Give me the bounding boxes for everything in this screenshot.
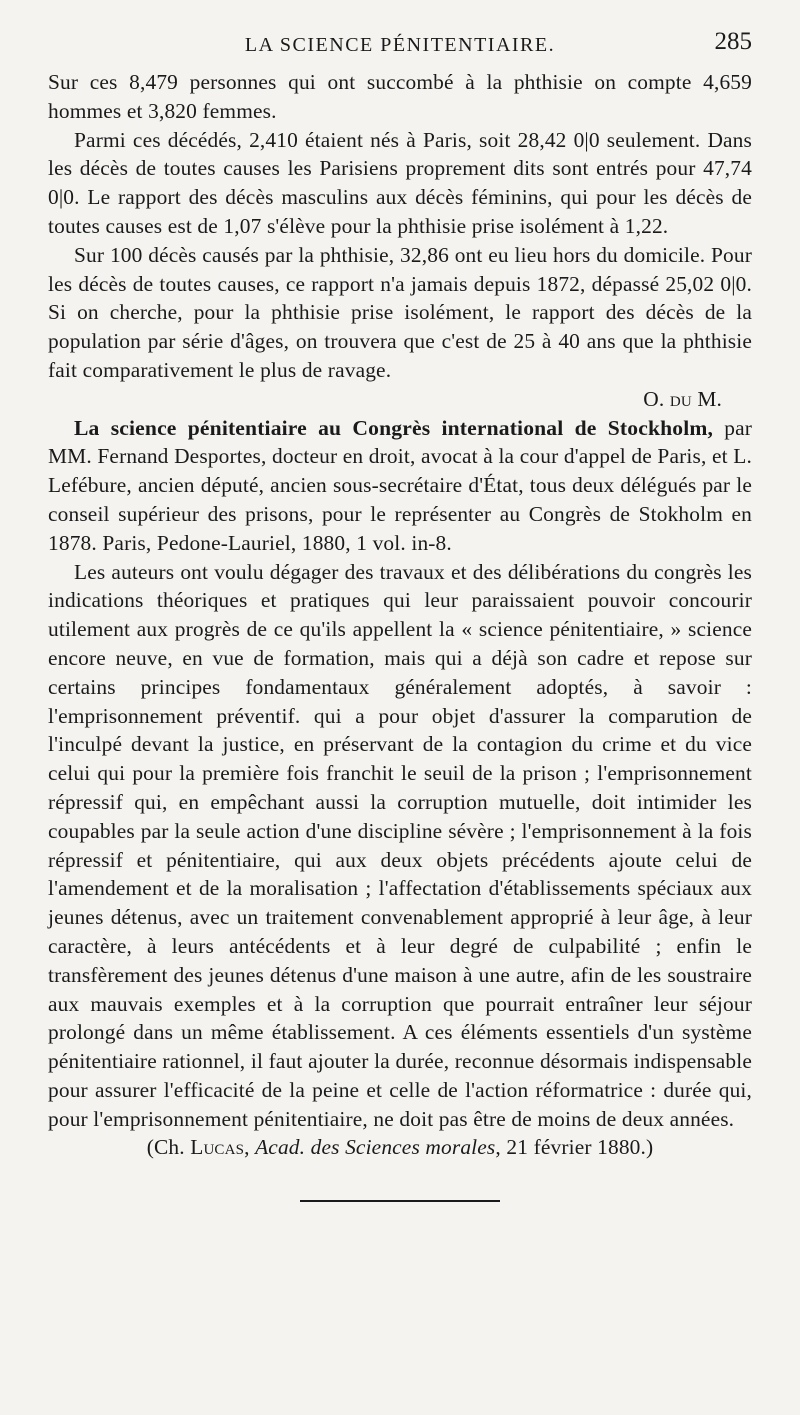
- review-bibliographic: par MM. Fernand Desportes, docteur en droit, avocat à la cour d'appel de Paris, et L. Lefébure, ancien député, ancien sous-secrétaire d'État, tous deux délégués par le conseil supérieur des prisons, pour le représenter au Congrès de Stokholm en 1878. Paris, Pedone-Lauriel, 1880, 1 vol. in-8.: [48, 415, 752, 555]
- main-text: [48, 68, 752, 1162]
- review-heading: La science pénitentiaire au Congrès international de Stockholm,: [74, 415, 714, 440]
- paragraph-domicile-deaths: [48, 241, 752, 385]
- review-body: Les auteurs ont voulu dégager des travaux et des délibérations du congrès les indications théoriques et pratiques qui leur paraissaient pouvoir concourir utilement aux progrès de ce qu'ils appellent la « science pénitentiaire, » science encore neuve, en vue de formation, mais qui a déjà son cadre et repose sur certains principes fondamentaux généralement adoptés, à savoir : l'emprisonnement préventif. qui a pour objet d'assurer la comparution de l'inculpé devant la justice, en préservant de la contagion du crime et du vice celui qui pour la première fois franchit le seuil de la prison ; l'emprisonnement répressif qui, en empêchant aussi la corruption mutuelle, doit intimider les coupables par la seule action d'une discipline sévère ; l'emprisonnement à la fois répressif et pénitentiaire, qui aux deux objets précédents ajoute celui de l'amendement et de la moralisation ; l'affectation d'établissements spéciaux aux jeunes détenus, avec un traitement convenablement approprié à leur âge, à leur caractère, à leurs antécédents et à leur degré de culpabilité ; enfin le transfèrement des jeunes détenus d'une maison à une autre, afin de les soustraire aux mauvais exemples et à la corruption que pourrait entraîner leur séjour prolongé dans un même établissement. A ces éléments essentiels d'un système pénitentiaire rationnel, il faut ajouter la durée, reconnue désormais indispensable pour assurer l'efficacité de la peine et celle de l'action réformatrice : durée qui, pour l'emprisonnement pénitentiaire, ne doit pas être de moins de deux années.: [48, 559, 752, 1131]
- citation-date: , 21 février 1880.): [495, 1135, 654, 1160]
- paragraph-phthisis-totals: Sur ces 8,479 personnes qui ont succombé à la phthisie on compte 4,659 hommes et 3,820 femmes.: [48, 70, 752, 123]
- citation-open: (Ch.: [146, 1135, 191, 1160]
- paragraph-parisian-deaths: Parmi ces décédés, 2,410 étaient nés à Paris, soit 28,42 0|0 seulement. Dans les décès de toutes causes les Parisiens proprement dits sont entrés pour 47,74 0|0. Le rapport des décès masculins aux décès féminins, qui pour les décès de toutes causes est de 1,07 s'élève pour la phthisie prise isolément à 1,22.: [48, 127, 752, 238]
- review-entry: [48, 414, 752, 558]
- signature-line: [48, 385, 752, 414]
- citation-work: Acad. des Sciences morales: [255, 1135, 496, 1160]
- page-number: 285: [714, 28, 752, 55]
- citation-sep: ,: [244, 1135, 256, 1160]
- end-rule: [300, 1200, 500, 1202]
- running-head: [48, 28, 752, 68]
- paragraph-domicile-text: Sur 100 décès causés par la phthisie, 32,86 ont eu lieu hors du domicile. Pour les décès de toutes causes, ce rapport n'a jamais depuis 1872, dépassé 25,02 0|0. Si on cherche, pour la phthisie prise isolément, le rapport des décès de la population par série d'âges, on trouvera que c'est de 25 à 40 ans que la phthisie fait comparativement le plus de ravage.: [48, 242, 752, 382]
- citation-author: Lucas: [190, 1135, 245, 1160]
- running-title: LA SCIENCE PÉNITENTIAIRE.: [244, 34, 556, 56]
- citation: [48, 1133, 752, 1162]
- author-signature: O. du M.: [643, 386, 722, 411]
